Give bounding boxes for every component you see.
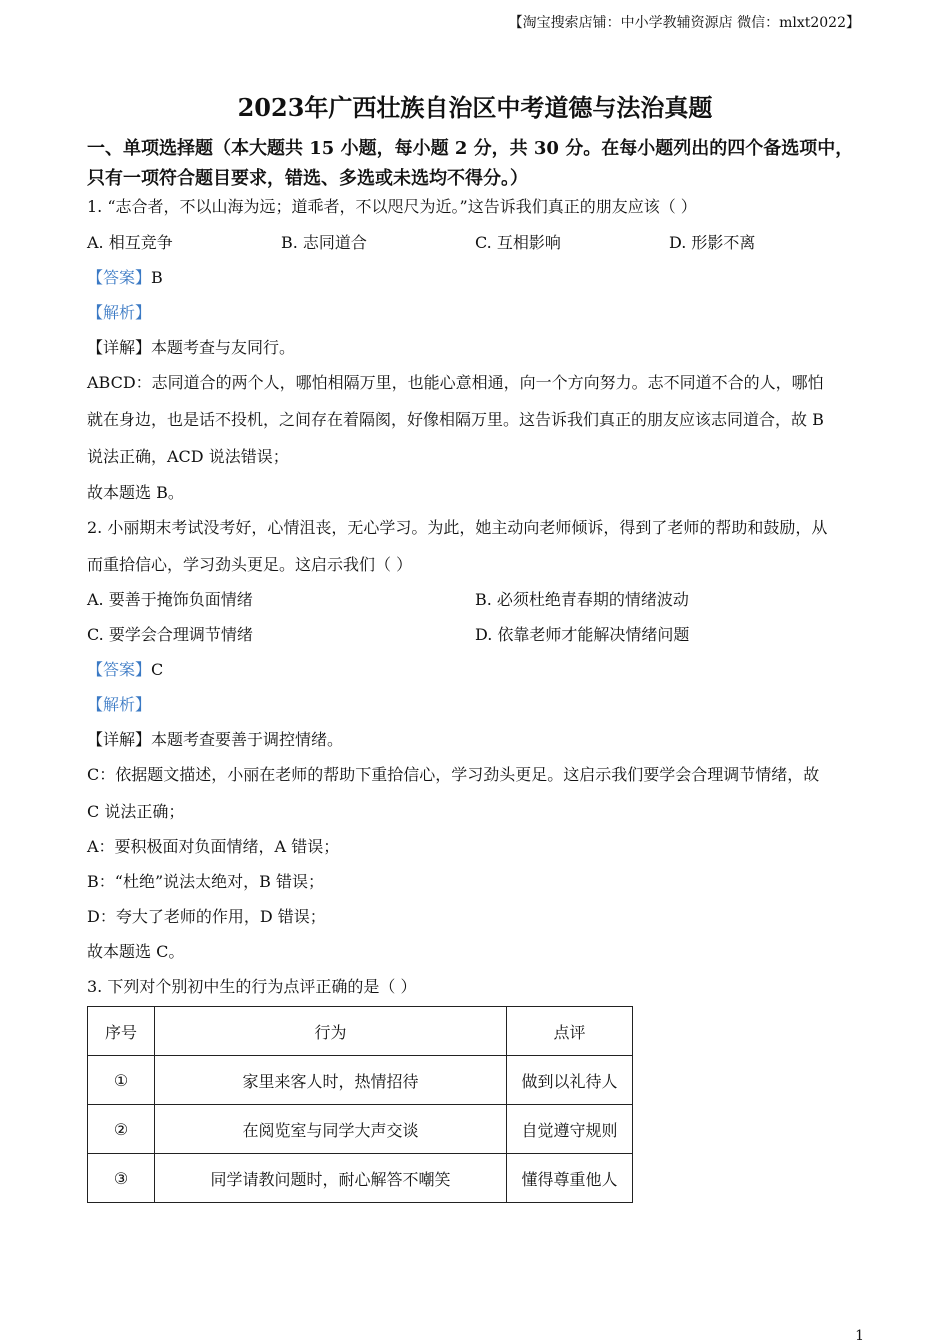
q1-answer: B xyxy=(151,268,163,287)
table-cell: 同学请教问题时，耐心解答不嘲笑 xyxy=(155,1154,507,1203)
table-row xyxy=(88,1056,633,1105)
q1-stem: 1. “志合者，不以山海为远；道乖者，不以咫尺为近。”这告诉我们真正的朋友应该（ ） xyxy=(87,197,697,216)
q1-option-b: B. 志同道合 xyxy=(281,233,367,252)
q1-analysis-tag: 【解析】 xyxy=(87,303,152,322)
table-cell: 在阅览室与同学大声交谈 xyxy=(155,1105,507,1154)
table-cell: 懂得尊重他人 xyxy=(507,1154,633,1203)
q2-explanation-d: D：夸大了老师的作用，D 错误； xyxy=(87,907,326,926)
q2-explanation-b: B：“杜绝”说法太绝对，B 错误； xyxy=(87,872,324,891)
q2-explanation-1: C：依据题文描述，小丽在老师的帮助下重拾信心，学习劲头更足。这启示我们要学会合理调节情绪，故 xyxy=(87,765,820,784)
table-header-cell: 序号 xyxy=(88,1007,155,1056)
q1-explanation-2: 就在身边，也是话不投机，之间存在着隔阂，好像相隔万里。这告诉我们真正的朋友应该志同道合，故 B xyxy=(87,410,824,429)
table-cell: 家里来客人时，热情招待 xyxy=(155,1056,507,1105)
section-heading-line2: 只有一项符合题目要求，错选、多选或未选均不得分。） xyxy=(87,168,528,189)
page-number: 1 xyxy=(855,1328,864,1344)
table-cell: ① xyxy=(88,1056,155,1105)
q1-explanation-3: 说法正确，ACD 说法错误； xyxy=(87,447,289,466)
q1-conclusion: 故本题选 B。 xyxy=(87,483,184,502)
q2-answer-line xyxy=(87,657,163,680)
q2-conclusion: 故本题选 C。 xyxy=(87,942,185,961)
q2-stem-1: 2. 小丽期末考试没考好，心情沮丧，无心学习。为此，她主动向老师倾诉，得到了老师的帮助和鼓励，从 xyxy=(87,518,828,537)
section-heading-line1: 一、单项选择题（本大题共 15 小题，每小题 2 分，共 30 分。在每小题列出的四个备选项中， xyxy=(87,138,854,159)
q3-table xyxy=(87,1006,633,1203)
page-title: 2023年广西壮族自治区中考道德与法治真题 xyxy=(237,93,713,122)
q2-option-d: D. 依靠老师才能解决情绪问题 xyxy=(475,625,690,644)
q1-option-a: A. 相互竞争 xyxy=(87,233,173,252)
table-row xyxy=(88,1154,633,1203)
q2-option-c: C. 要学会合理调节情绪 xyxy=(87,625,253,644)
q1-explanation-1: ABCD：志同道合的两个人，哪怕相隔万里，也能心意相通，向一个方向努力。志不同道不合的人，哪怕 xyxy=(87,373,824,392)
table-header-cell: 行为 xyxy=(155,1007,507,1056)
table-row xyxy=(88,1105,633,1154)
table-cell: ③ xyxy=(88,1154,155,1203)
q1-option-d: D. 形影不离 xyxy=(669,233,756,252)
q2-option-a: A. 要善于掩饰负面情绪 xyxy=(87,590,253,609)
q2-detail: 【详解】本题考查要善于调控情绪。 xyxy=(87,730,344,749)
table-header-row xyxy=(88,1007,633,1056)
table-header-cell: 点评 xyxy=(507,1007,633,1056)
table-cell: 自觉遵守规则 xyxy=(507,1105,633,1154)
q2-analysis-tag: 【解析】 xyxy=(87,695,152,714)
q2-explanation-2: C 说法正确； xyxy=(87,802,185,821)
table-cell: 做到以礼待人 xyxy=(507,1056,633,1105)
q1-answer-line xyxy=(87,265,163,288)
q1-option-c: C. 互相影响 xyxy=(475,233,561,252)
q2-stem-2: 而重拾信心，学习劲头更足。这启示我们（ ） xyxy=(87,555,413,574)
q1-detail: 【详解】本题考查与友同行。 xyxy=(87,338,296,357)
q2-answer: C xyxy=(151,660,164,679)
table-cell: ② xyxy=(88,1105,155,1154)
q2-explanation-a: A：要积极面对负面情绪，A 错误； xyxy=(87,837,340,856)
q1-answer-tag: 【答案】 xyxy=(87,268,152,287)
page-header: 【淘宝搜索店铺：中小学教辅资源店 微信：mlxt2022】 xyxy=(508,15,860,31)
q2-answer-tag: 【答案】 xyxy=(87,660,152,679)
q2-option-b: B. 必须杜绝青春期的情绪波动 xyxy=(475,590,689,609)
q3-stem: 3. 下列对个别初中生的行为点评正确的是（ ） xyxy=(87,977,417,996)
